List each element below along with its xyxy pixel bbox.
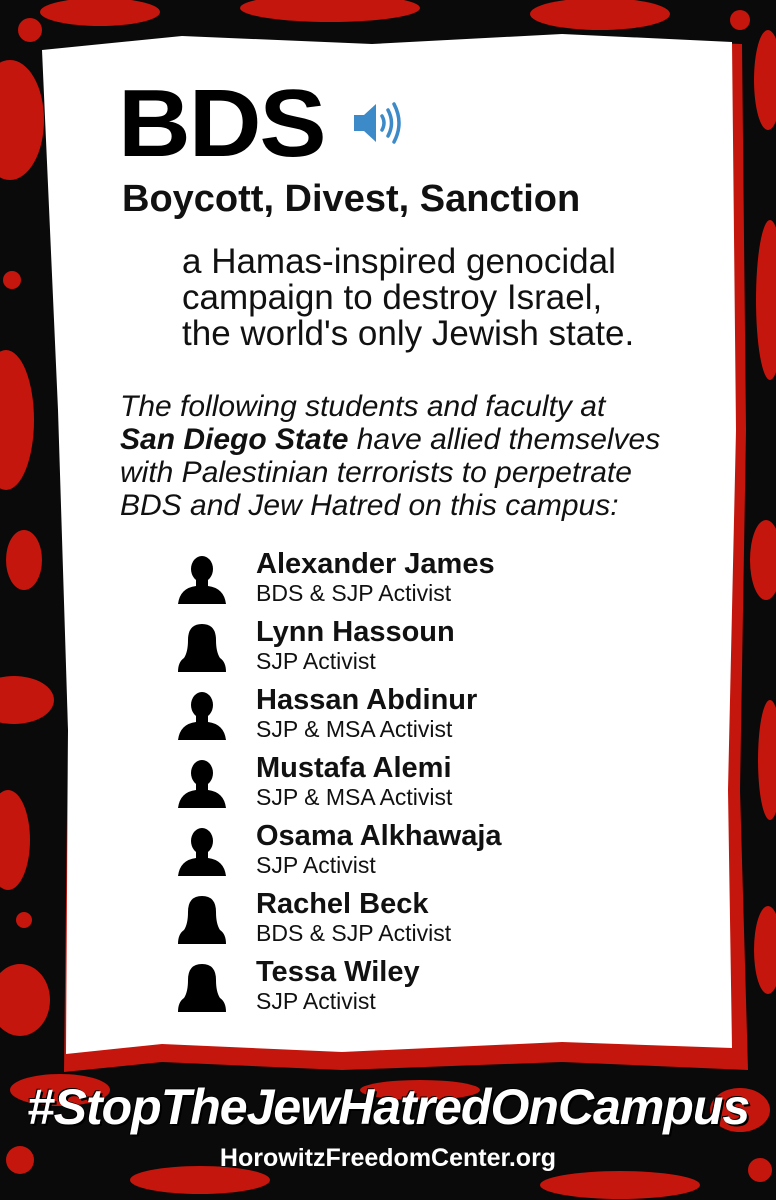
person-entry	[176, 548, 576, 612]
description-line: campaign to destroy Israel,	[182, 278, 603, 317]
female-silhouette-icon	[176, 896, 228, 944]
hashtag: #StopTheJewHatredOnCampus	[26, 1079, 750, 1135]
description	[182, 244, 742, 352]
person-entry	[176, 820, 576, 884]
intro-line: The following students and faculty at	[120, 390, 606, 423]
male-silhouette-icon	[176, 692, 228, 740]
headline: BDS	[118, 70, 325, 177]
website-url[interactable]: HorowitzFreedomCenter.org	[219, 1144, 557, 1172]
person-entry	[176, 616, 576, 680]
person-name: Mustafa Alemi	[256, 752, 452, 784]
person-name: Hassan Abdinur	[256, 684, 478, 716]
intro-line: BDS and Jew Hatred on this campus:	[120, 489, 619, 522]
person-name: Alexander James	[256, 548, 495, 580]
person-role: SJP & MSA Activist	[256, 716, 453, 742]
person-role: SJP Activist	[256, 648, 376, 674]
person-entry	[176, 684, 576, 748]
description-line: the world's only Jewish state.	[182, 314, 635, 353]
person-name: Lynn Hassoun	[256, 616, 455, 648]
person-role: BDS & SJP Activist	[256, 580, 452, 606]
male-silhouette-icon	[176, 556, 228, 604]
person-role: SJP Activist	[256, 852, 376, 878]
male-silhouette-icon	[176, 760, 228, 808]
subtitle: Boycott, Divest, Sanction	[122, 178, 581, 220]
person-name: Rachel Beck	[256, 888, 429, 920]
person-entry	[176, 888, 576, 952]
speaker-icon	[352, 100, 404, 146]
female-silhouette-icon	[176, 964, 228, 1012]
person-role: BDS & SJP Activist	[256, 920, 452, 946]
intro-line	[120, 423, 720, 456]
person-entry	[176, 752, 576, 816]
person-entry	[176, 956, 576, 1020]
person-role: SJP & MSA Activist	[256, 784, 453, 810]
intro-paragraph	[120, 390, 720, 522]
female-silhouette-icon	[176, 624, 228, 672]
description-line: a Hamas-inspired genocidal	[182, 242, 616, 281]
person-role: SJP Activist	[256, 988, 376, 1014]
intro-line: with Palestinian terrorists to perpetrate	[120, 456, 632, 489]
person-name: Osama Alkhawaja	[256, 820, 502, 852]
male-silhouette-icon	[176, 828, 228, 876]
school-name: San Diego State	[120, 423, 349, 456]
intro-line-rest: have allied themselves	[348, 423, 661, 456]
person-name: Tessa Wiley	[256, 956, 420, 988]
